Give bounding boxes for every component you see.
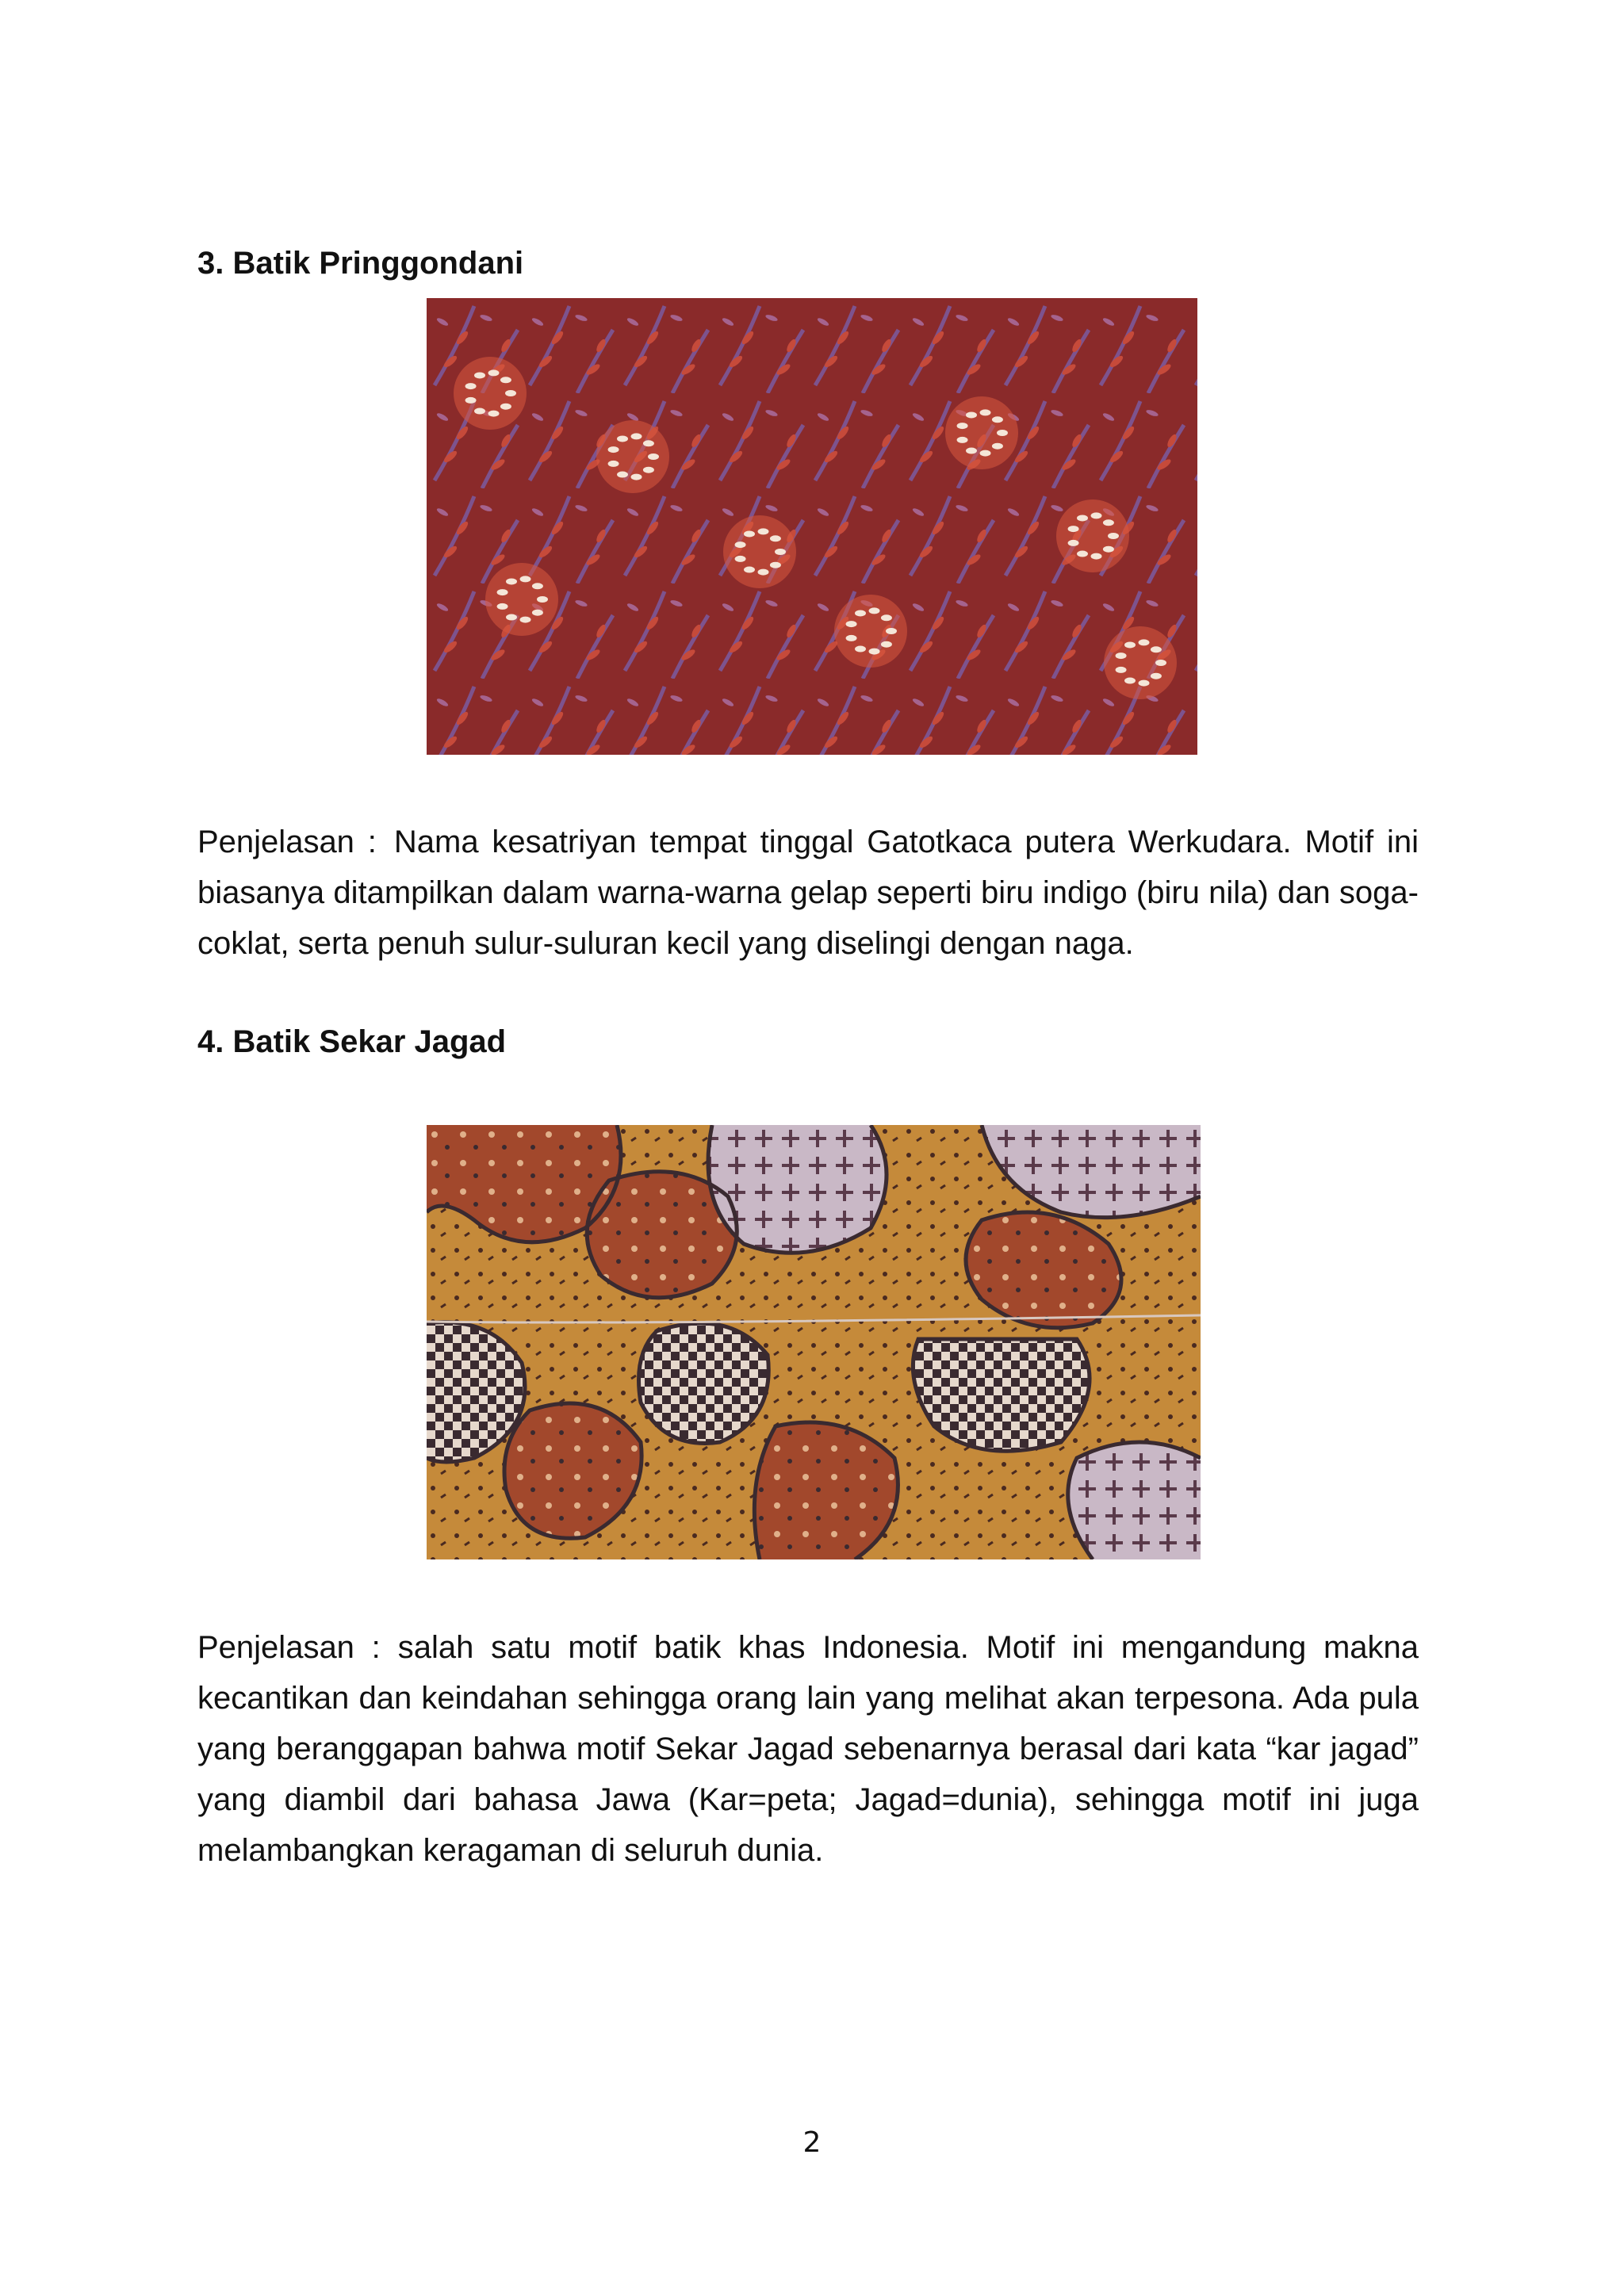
batik-sekar-jagad-image	[427, 1125, 1201, 1559]
page-number: 2	[802, 2126, 822, 2159]
explanation-label: Penjelasan :	[197, 1630, 381, 1665]
explanation-pringgondani	[197, 817, 1419, 969]
batik-pringgondani-image	[427, 298, 1197, 755]
section-heading-pringgondani: 3. Batik Pringgondani	[197, 246, 524, 281]
section-heading-sekar-jagad: 4. Batik Sekar Jagad	[197, 1024, 507, 1059]
explanation-text: salah satu motif batik khas Indonesia. Motif ini mengandung makna kecantikan dan keindahan sehingga orang lain yang melihat akan terpesona. Ada pula yang beranggapan bahwa motif Sekar Jagad sebenarnya berasal dari kata “kar jagad” yang diambil dari bahasa Jawa (Kar=peta; Jagad=dunia), sehingga motif ini juga melambangkan keragaman di seluruh dunia.	[197, 1630, 1419, 1868]
explanation-sekar-jagad	[197, 1622, 1419, 1876]
explanation-label: Penjelasan :	[197, 825, 377, 859]
explanation-text: Nama kesatriyan tempat tinggal Gatotkaca putera Werkudara. Motif ini biasanya ditampilkan dalam warna-warna gelap seperti biru indigo (biru nila) dan soga-coklat, serta penuh sulur-suluran kecil yang diselingi dengan naga.	[197, 825, 1419, 961]
